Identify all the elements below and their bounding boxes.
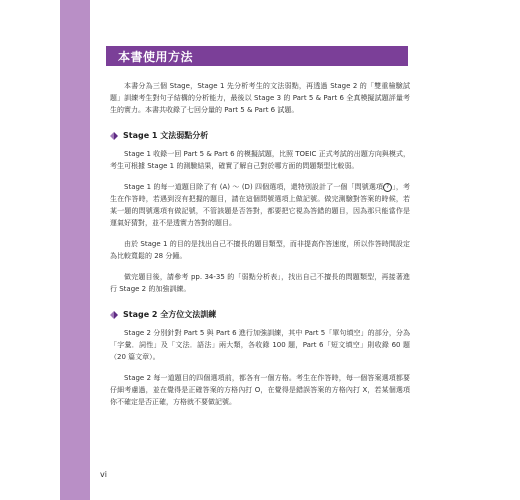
diamond-bullet-icon xyxy=(110,311,118,319)
section-title: 本書使用方法 xyxy=(118,50,194,64)
stage1-paragraph-2 xyxy=(110,181,410,229)
diamond-bullet-icon xyxy=(110,132,118,140)
stage2-paragraph-2: Stage 2 每一道題目的四個選項前，都各有一個方格。考生在作答時，每一個答案選項都要仔細考慮過，並在覺得是正確答案的方格內打 O，在覺得是錯誤答案的方格內打 X，若某個選項你不確定是否正確，方格就不要做記號。 xyxy=(110,374,410,406)
page-number: vi xyxy=(100,470,107,479)
stage1-paragraph-3: 由於 Stage 1 的目的是找出自己不擅長的題目類型，而非提高作答速度，所以作答時間設定為比較寬鬆的 28 分鐘。 xyxy=(110,240,410,260)
stage1-p2-text-b: 」，考生在作答時，若遇到沒有把握的題目，請在這個問號選項上做記號。做完測驗對答案的時候，若某一題的問號選項有做記號，不管該題是否答對，都要把它視為答錯的題目，因為那只能當作是運氣好猜對，並不是透實力答對的題目。 xyxy=(110,183,410,227)
stage2-paragraph-1: Stage 2 分別針對 Part 5 與 Part 6 進行加強訓練，其中 Part 5「單句填空」的部分，分為「字彙．詞性」及「文法．語法」兩大類，各收錄 100 題，Part 6「短文填空」則收錄 60 題（20 篇文章）。 xyxy=(110,329,410,361)
stage1-heading-text: Stage 1 文法弱點分析 xyxy=(123,131,209,140)
page-body xyxy=(110,46,410,408)
stage1-p2-text-a: Stage 1 的每一道題目除了有 (A) ～ (D) 四個選項，還特別設計了一個「問號選項 xyxy=(124,183,384,191)
stage2-heading xyxy=(110,309,410,320)
chapter-side-strip xyxy=(60,0,90,500)
section-banner xyxy=(106,46,408,66)
intro-paragraph: 本書分為三個 Stage，Stage 1 先分析考生的文法弱點，再透過 Stage 2 的「雙重檢驗試題」訓練考生對句子結構的分析能力，最後以 Stage 3 的 Part 5 & Part 6 全真模擬試題評量考生的實力。本書共收錄了七回分量的 Part 5 & Part 6 試題。 xyxy=(110,82,410,114)
stage2-heading-text: Stage 2 全方位文法訓練 xyxy=(123,310,217,319)
stage1-paragraph-1: Stage 1 收錄一回 Part 5 & Part 6 的模擬試題，比照 TOEIC 正式考試的出題方向與模式，考生可根據 Stage 1 的測驗結果，確實了解自己對於哪方面的問題類型比較弱。 xyxy=(110,150,410,170)
question-mark-circle-icon: ? xyxy=(383,183,392,192)
stage1-heading xyxy=(110,130,410,141)
stage1-paragraph-4: 做完題目後，請參考 pp. 34-35 的「弱點分析表」，找出自己不擅長的問題類型，再接著進行 Stage 2 的加強訓練。 xyxy=(110,273,410,293)
